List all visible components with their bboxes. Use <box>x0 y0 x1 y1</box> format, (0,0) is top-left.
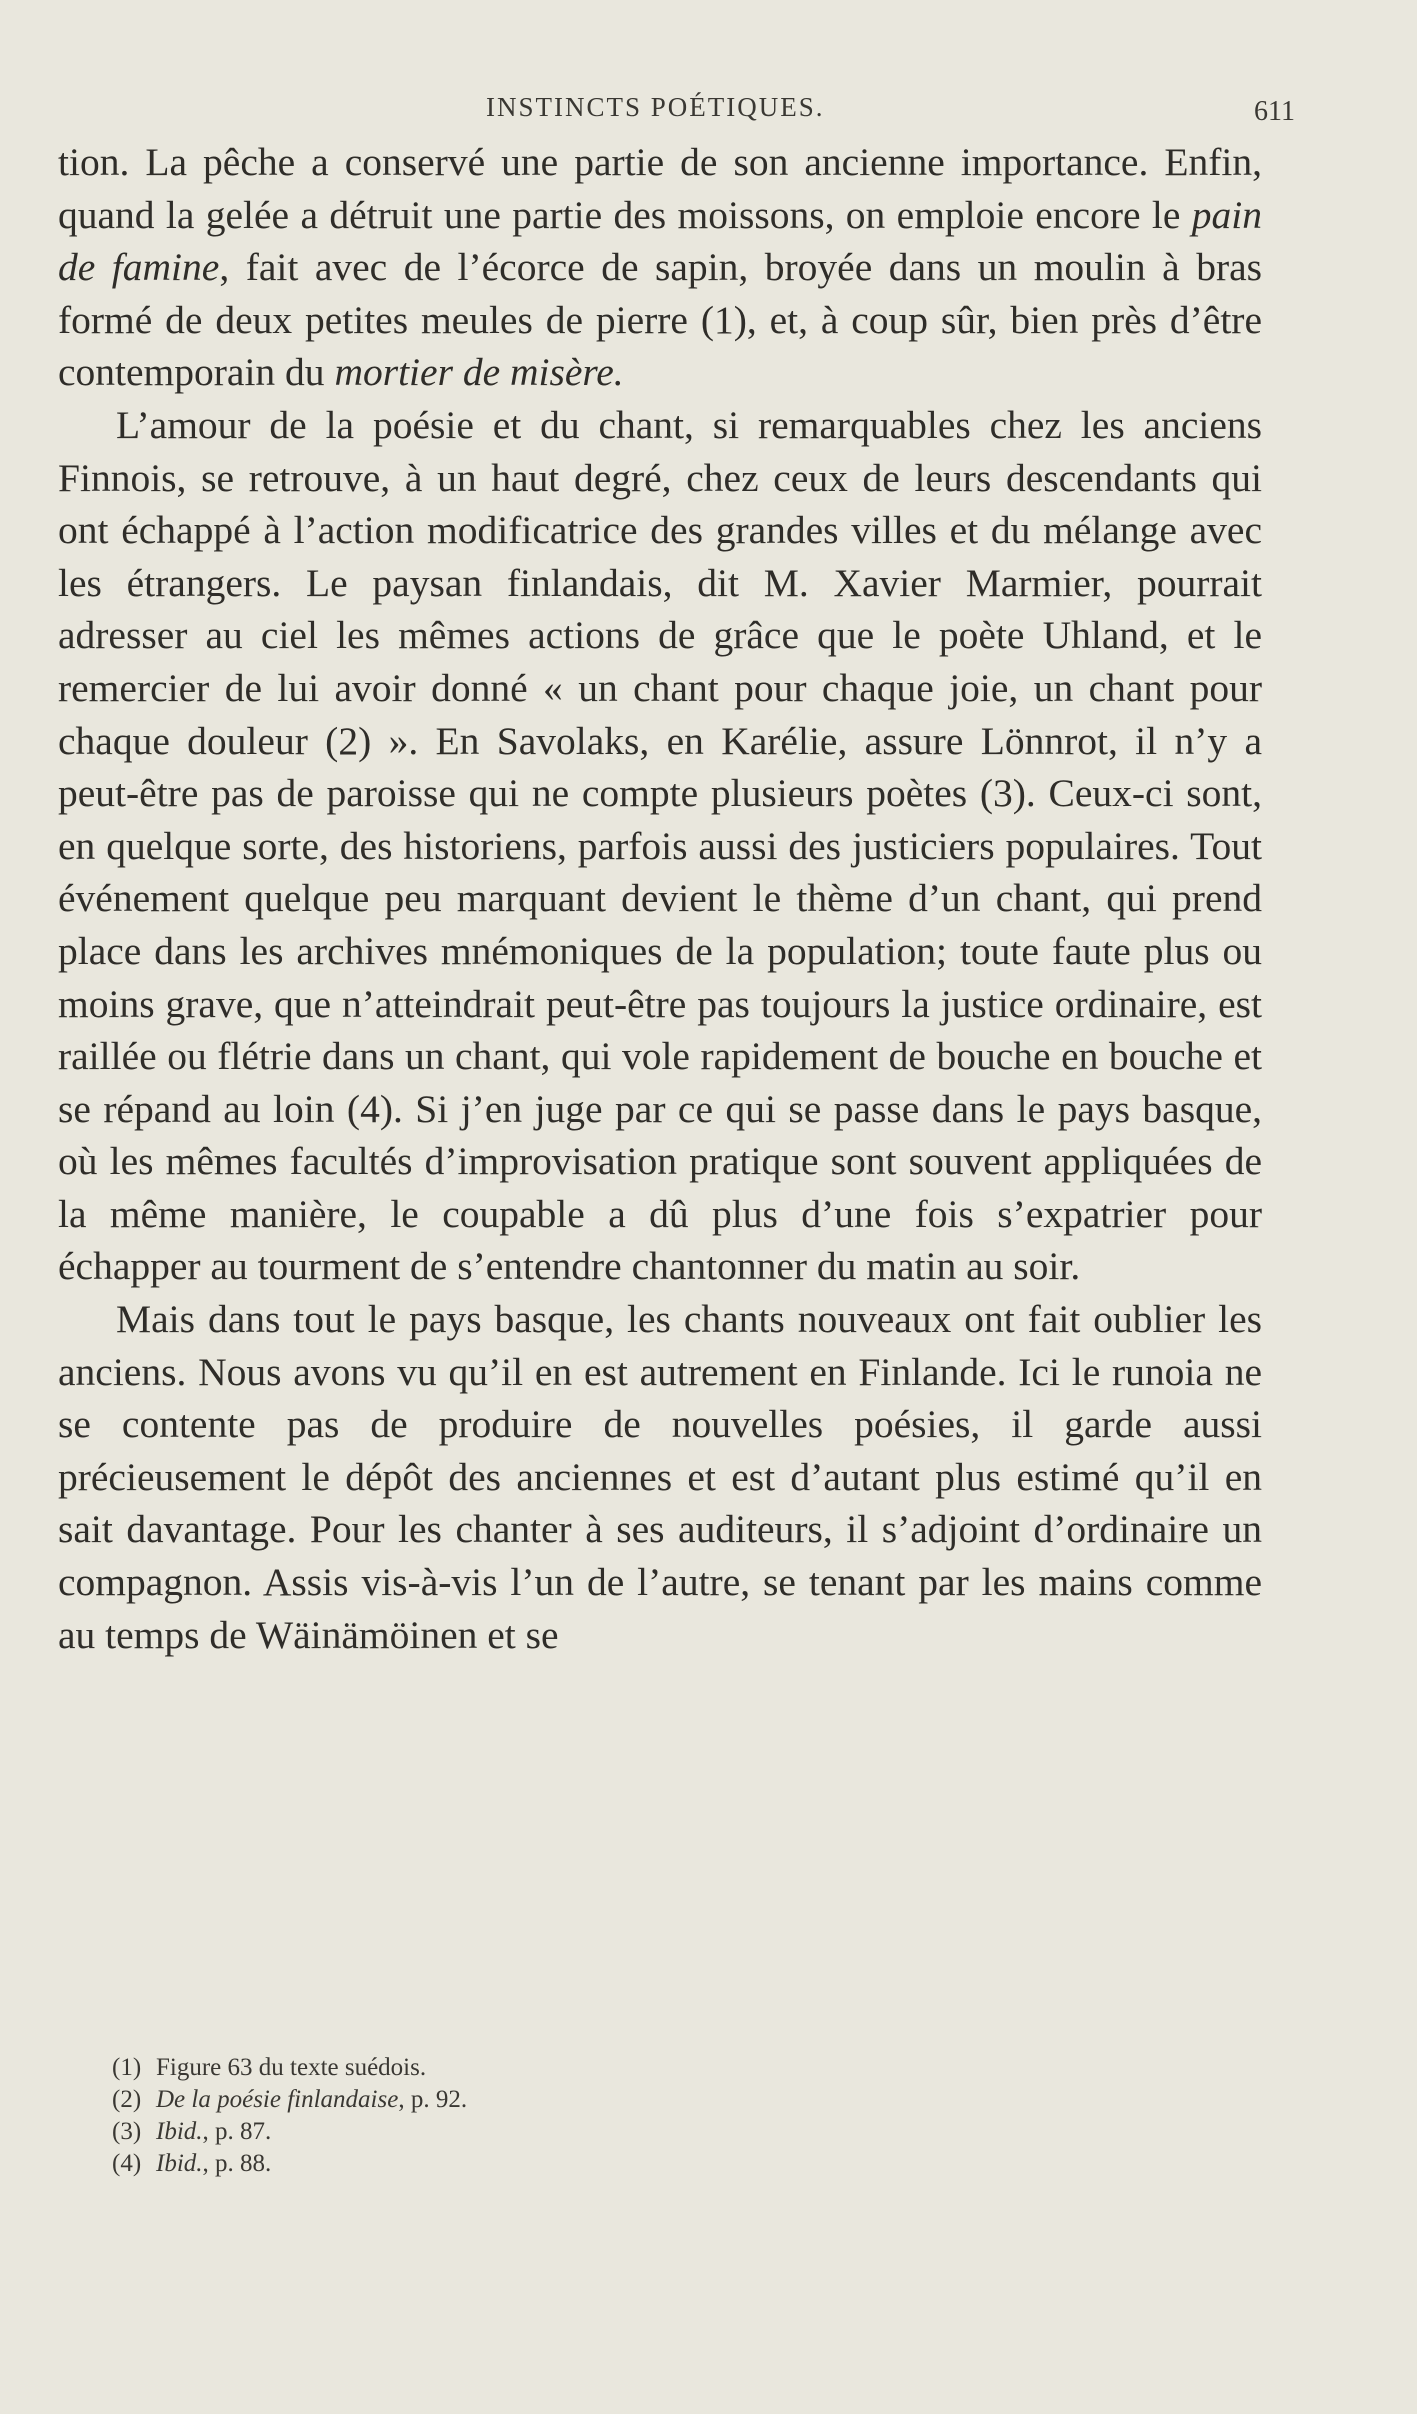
italic-run: De la poésie finlandaise <box>156 2086 399 2113</box>
italic-run: pain de famine <box>58 192 1262 290</box>
footnote <box>112 2116 1012 2148</box>
running-head <box>0 84 1417 134</box>
footnote <box>112 2148 1012 2180</box>
footnotes <box>112 2052 1012 2180</box>
italic-run: Ibid. <box>156 2118 203 2145</box>
text-run: , fait avec de l’écorce de sapin, broyée dans un moulin à bras formé de deux petites meules de pierre (1), et, à coup sûr, bien près d’être contemporain du <box>58 245 1262 395</box>
paragraph-continued <box>58 136 1262 399</box>
footnote-number: (3) <box>112 2118 142 2145</box>
text-run: , p. 92. <box>398 2086 468 2113</box>
footnote-number: (4) <box>112 2150 142 2177</box>
footnote-number: (1) <box>112 2054 142 2081</box>
running-head-title: INSTINCTS POÉTIQUES. <box>486 92 825 122</box>
footnote <box>112 2052 1012 2084</box>
paragraph <box>58 399 1262 1293</box>
text-run: Mais dans tout le pays basque, les chants nouveaux ont fait oublier les anciens. Nous avons vu qu’il en est autrement en Finlande. Ici le runoia ne se contente pas de produire de nouvelles poésies, il garde aussi précieusement le dépôt des anciennes et est d’autant plus estimé qu’il en sait davantage. Pour les chanter à ses auditeurs, il s’adjoint d’ordinaire un compagnon. Assis vis-à-vis l’un de l’autre, se tenant par les mains comme au temps de Wäinämöinen et se <box>58 1297 1262 1657</box>
text-run: , p. 87. <box>202 2118 272 2145</box>
body-text <box>58 136 1262 1661</box>
footnote <box>112 2084 1012 2116</box>
text-run: tion. La pêche a conservé une partie de son ancienne importance. Enfin, quand la gelée a détruit une partie des moissons, on emploie encore le <box>58 140 1262 237</box>
italic-run: mortier de misère. <box>334 350 624 395</box>
footnote-number: (2) <box>112 2086 142 2113</box>
text-run: Figure 63 du texte suédois. <box>156 2054 427 2081</box>
text-run: , p. 88. <box>202 2150 272 2177</box>
page-number: 611 <box>1254 96 1295 127</box>
paragraph <box>58 1293 1262 1661</box>
text-run: L’amour de la poésie et du chant, si remarquables chez les anciens Finnois, se retrouve, à un haut degré, chez ceux de leurs descendants qui ont échappé à l’action modificatrice des grandes villes et du mélange avec les étrangers. Le paysan finlandais, dit M. Xavier Marmier, pourrait adresser au ciel les mêmes actions de grâce que le poète Uhland, et le remercier de lui avoir donné « un chant pour chaque joie, un chant pour chaque douleur (2) ». En Savolaks, en Karélie, assure Lönnrot, il n’y a peut-être pas de paroisse qui ne compte plusieurs poètes (3). Ceux-ci sont, en quelque sorte, des historiens, parfois aussi des justiciers populaires. Tout événement quelque peu marquant devient le thème d’un chant, qui prend place dans les archives mnémoniques de la population; toute faute plus ou moins grave, que n’atteindrait peut-être pas toujours la justice ordinaire, est raillée ou flétrie dans un chant, qui vole rapidement de bouche en bouche et se répand au loin (4). Si j’en juge par ce qui se passe dans le pays basque, où les mêmes facultés d’improvisation pratique sont souvent appliquées de la même manière, le coupable a dû plus d’une fois s’expatrier pour échapper au tourment de s’entendre chantonner du matin au soir. <box>58 402 1262 1289</box>
italic-run: Ibid. <box>156 2150 203 2177</box>
